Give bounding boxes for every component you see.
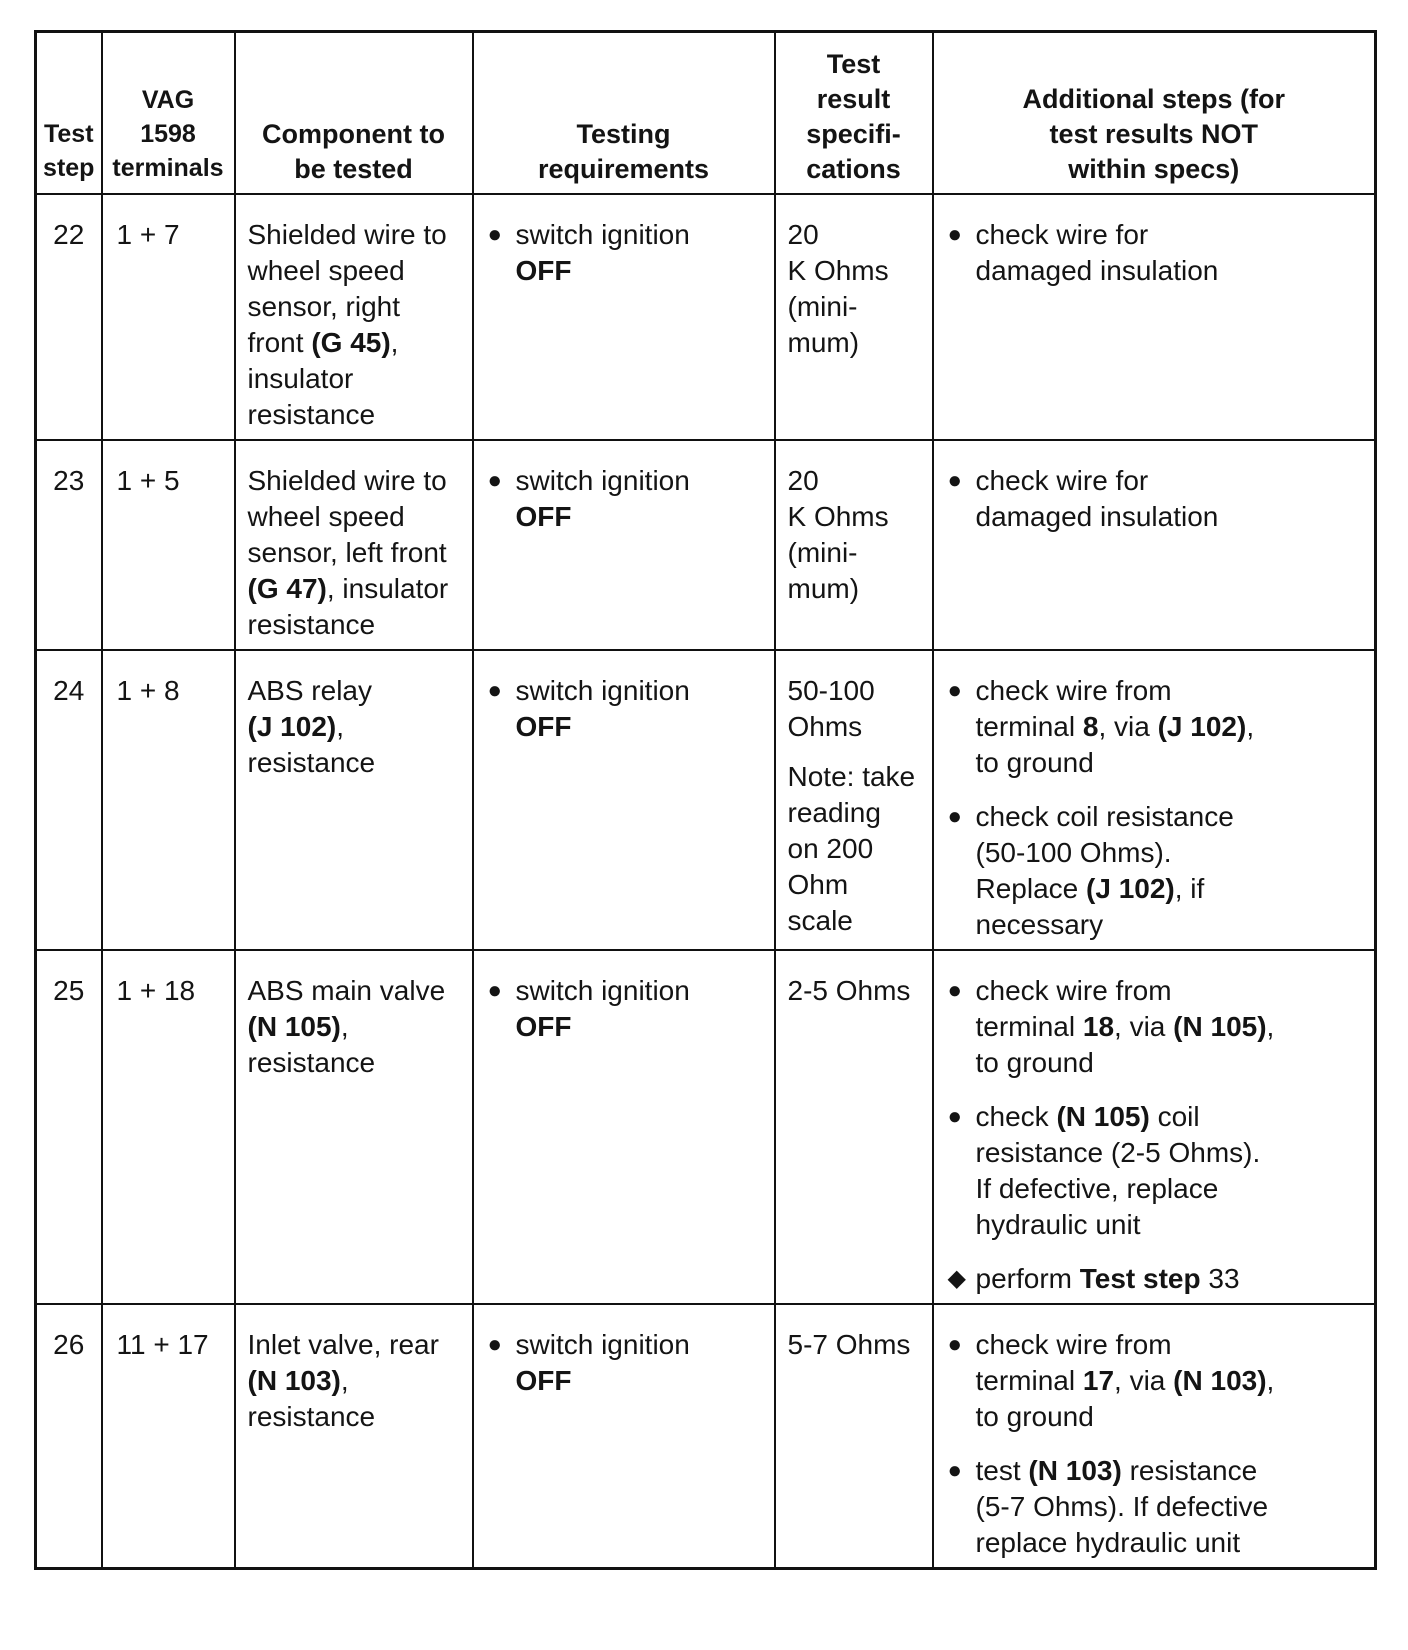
cell-spec [775, 650, 933, 950]
additional-line: (50-100 Ohms). [975, 836, 1172, 868]
component-line: ABS relay [247, 674, 372, 706]
cell-terminals: 11 + 17 [102, 1304, 235, 1569]
component-line: ABS main valve [247, 974, 446, 1006]
additional-line: damaged insulation [975, 254, 1219, 286]
additional-item [946, 1099, 1363, 1243]
additional-line: to ground [975, 1400, 1094, 1432]
cell-spec [775, 440, 933, 650]
spec-note-line: reading [787, 796, 881, 828]
additional-line: check (N 105) coil [975, 1100, 1200, 1132]
bullet-icon: ● [487, 676, 502, 704]
additional-line: Replace (J 102), if [975, 872, 1205, 904]
cell-spec [775, 950, 933, 1304]
requirement-state: OFF [515, 254, 572, 286]
component-line: wheel speed [247, 254, 405, 286]
header-additional-steps: Additional steps (for test results NOT within specs) [933, 32, 1376, 194]
component-line: resistance [247, 398, 376, 430]
spec-note-line: on 200 [787, 832, 874, 864]
cell-component [235, 1304, 473, 1569]
bullet-icon: ● [947, 466, 962, 494]
spec-line: (mini- [787, 290, 858, 322]
requirement-state: OFF [515, 710, 572, 742]
table-row [36, 950, 1376, 1304]
requirement-text: switch ignition [515, 974, 690, 1006]
cell-component [235, 440, 473, 650]
cell-test-step: 22 [36, 194, 102, 440]
cell-additional [933, 194, 1376, 440]
spec-line: 50-100 [787, 674, 875, 706]
bullet-icon: ● [947, 220, 962, 248]
additional-item [946, 1453, 1363, 1561]
cell-additional [933, 1304, 1376, 1569]
component-line: resistance [247, 1400, 376, 1432]
component-line: (G 47), insulator [247, 572, 449, 604]
additional-line: to ground [975, 1046, 1094, 1078]
additional-line: test (N 103) resistance [975, 1454, 1258, 1486]
additional-line: replace hydraulic unit [975, 1526, 1241, 1558]
bullet-icon: ● [487, 1330, 502, 1358]
additional-line: to ground [975, 746, 1094, 778]
cell-component [235, 194, 473, 440]
component-line: Shielded wire to [247, 218, 447, 250]
requirement-item [486, 463, 762, 535]
cell-additional [933, 440, 1376, 650]
test-step-table [34, 30, 1377, 1570]
cell-additional [933, 950, 1376, 1304]
cell-requirements [473, 950, 775, 1304]
table-row [36, 440, 1376, 650]
component-line: front (G 45), [247, 326, 399, 358]
cell-requirements [473, 194, 775, 440]
component-line: sensor, right [247, 290, 401, 322]
table-body [36, 194, 1376, 1569]
additional-item [946, 1261, 1363, 1297]
spec-note-line: scale [787, 904, 853, 936]
cell-terminals: 1 + 5 [102, 440, 235, 650]
bullet-icon: ● [487, 220, 502, 248]
requirement-state: OFF [515, 500, 572, 532]
component-line: resistance [247, 1046, 376, 1078]
additional-line: check coil resistance [975, 800, 1234, 832]
requirement-text: switch ignition [515, 674, 690, 706]
additional-item [946, 1327, 1363, 1435]
additional-line: check wire from [975, 974, 1172, 1006]
bullet-icon: ● [487, 976, 502, 1004]
component-line: Shielded wire to [247, 464, 447, 496]
additional-item [946, 673, 1363, 781]
spec-line: 20 [787, 218, 819, 250]
spec-note-line: Note: take [787, 760, 916, 792]
cell-additional [933, 650, 1376, 950]
spec-line: 5-7 Ohms [787, 1328, 911, 1360]
requirement-text: switch ignition [515, 1328, 690, 1360]
cell-test-step: 25 [36, 950, 102, 1304]
spec-note-line: Ohm [787, 868, 849, 900]
cell-test-step: 23 [36, 440, 102, 650]
table-row [36, 194, 1376, 440]
header-component: Component to be tested [235, 32, 473, 194]
bullet-icon: ● [947, 1456, 962, 1484]
bullet-icon: ● [947, 676, 962, 704]
cell-spec [775, 194, 933, 440]
bullet-icon: ● [947, 802, 962, 830]
additional-item [946, 217, 1363, 289]
cell-requirements [473, 440, 775, 650]
additional-line: terminal 17, via (N 103), [975, 1364, 1275, 1396]
cell-test-step: 24 [36, 650, 102, 950]
requirement-text: switch ignition [515, 218, 690, 250]
spec-line: mum) [787, 572, 860, 604]
spec-line: (mini- [787, 536, 858, 568]
requirement-item [486, 217, 762, 289]
diamond-icon: ◆ [947, 1264, 966, 1292]
cell-terminals: 1 + 7 [102, 194, 235, 440]
bullet-icon: ● [947, 1330, 962, 1358]
additional-item [946, 463, 1363, 535]
cell-requirements [473, 1304, 775, 1569]
additional-item [946, 799, 1363, 943]
cell-requirements [473, 650, 775, 950]
spec-line: mum) [787, 326, 860, 358]
cell-test-step: 26 [36, 1304, 102, 1569]
additional-line: check wire for [975, 218, 1149, 250]
table-row [36, 650, 1376, 950]
requirement-item [486, 973, 762, 1045]
cell-terminals: 1 + 18 [102, 950, 235, 1304]
requirement-item [486, 1327, 762, 1399]
bullet-icon: ● [947, 1102, 962, 1130]
bullet-icon: ● [947, 976, 962, 1004]
cell-spec [775, 1304, 933, 1569]
header-vag-terminals: VAG 1598 terminals [102, 32, 235, 194]
additional-line: check wire from [975, 1328, 1172, 1360]
additional-line: necessary [975, 908, 1104, 940]
spec-line: 20 [787, 464, 819, 496]
additional-line: damaged insulation [975, 500, 1219, 532]
table-header [36, 32, 1376, 194]
spec-line: K Ohms [787, 254, 889, 286]
header-row [36, 32, 1376, 194]
component-line: (N 105), [247, 1010, 349, 1042]
bullet-icon: ● [487, 466, 502, 494]
spec-line: Ohms [787, 710, 863, 742]
additional-line: terminal 8, via (J 102), [975, 710, 1255, 742]
cell-terminals: 1 + 8 [102, 650, 235, 950]
additional-line: hydraulic unit [975, 1208, 1141, 1240]
additional-line: resistance (2-5 Ohms). [975, 1136, 1261, 1168]
requirement-state: OFF [515, 1010, 572, 1042]
additional-line: (5-7 Ohms). If defective [975, 1490, 1269, 1522]
component-line: resistance [247, 608, 376, 640]
header-test-step: Test step [36, 32, 102, 194]
component-line: sensor, left front [247, 536, 447, 568]
spec-line: 2-5 Ohms [787, 974, 911, 1006]
table-row [36, 1304, 1376, 1569]
additional-line: check wire from [975, 674, 1172, 706]
spec-note [788, 759, 920, 939]
requirement-text: switch ignition [515, 464, 690, 496]
additional-item [946, 973, 1363, 1081]
additional-line: terminal 18, via (N 105), [975, 1010, 1275, 1042]
additional-line: perform Test step 33 [975, 1262, 1240, 1294]
requirement-item [486, 673, 762, 745]
component-line: (N 103), [247, 1364, 349, 1396]
cell-component [235, 650, 473, 950]
component-line: (J 102), [247, 710, 344, 742]
component-line: Inlet valve, rear [247, 1328, 439, 1360]
cell-component [235, 950, 473, 1304]
requirement-state: OFF [515, 1364, 572, 1396]
spec-line: K Ohms [787, 500, 889, 532]
header-test-result-specs: Test result specifi- cations [775, 32, 933, 194]
component-line: resistance [247, 746, 376, 778]
additional-line: If defective, replace [975, 1172, 1219, 1204]
component-line: wheel speed [247, 500, 405, 532]
header-testing-requirements: Testing requirements [473, 32, 775, 194]
component-line: insulator [247, 362, 354, 394]
additional-line: check wire for [975, 464, 1149, 496]
